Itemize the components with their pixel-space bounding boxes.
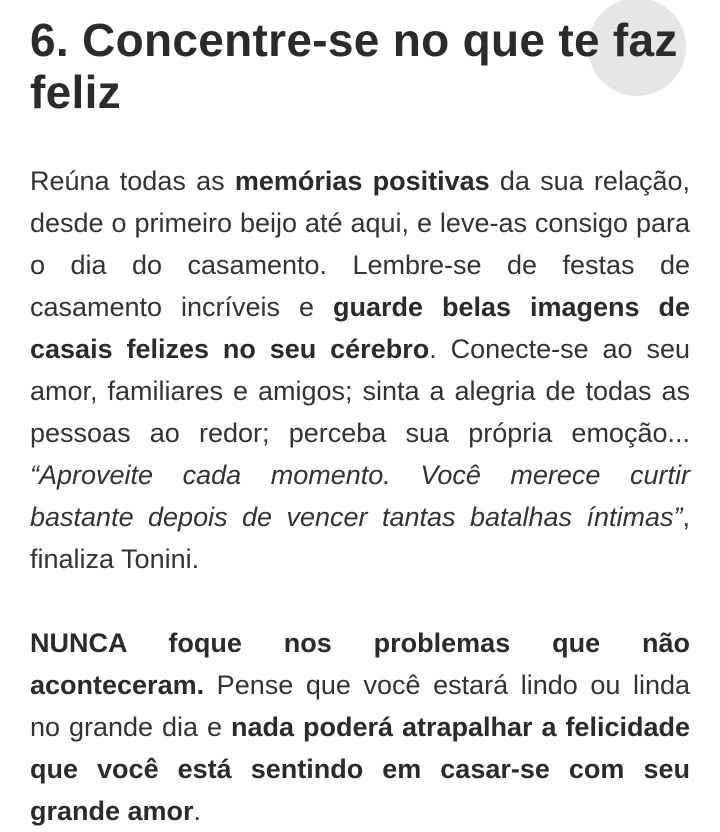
paragraph-text: . [193,796,202,826]
bold-text: nada poderá atrapalhar a felicidade que você está sentindo em casar-se com seu grande amor [30,712,690,826]
bold-text: NUNCA foque nos problemas que não aconteceram. [30,628,690,700]
paragraph-memories [0,160,720,580]
bold-text: memórias positivas [234,166,490,196]
bold-text: guarde belas imagens de casais felizes no seu cérebro [30,292,690,364]
paragraph-never-focus [0,622,720,832]
section-heading: 6. Concentre-se no que te faz feliz [30,14,678,118]
italic-quote: “Aproveite cada momento. Você merece curtir bastante depois de vencer tantas batalhas íntimas” [30,460,690,532]
paragraph-text: Pense que você estará lindo ou linda no grande dia e [30,670,690,742]
paragraph-text: , finaliza Tonini. [30,502,690,574]
paragraph-text: . Conecte-se ao seu amor, familiares e amigos; sinta a alegria de todas as pessoas ao redor; perceba sua própria emoção... [30,334,690,448]
paragraph-text: da sua relação, desde o primeiro beijo até aqui, e leve-as consigo para o dia do casamento. Lembre-se de festas de casamento incríveis e [30,166,690,322]
paragraph-text: Reúna todas as [30,166,235,196]
